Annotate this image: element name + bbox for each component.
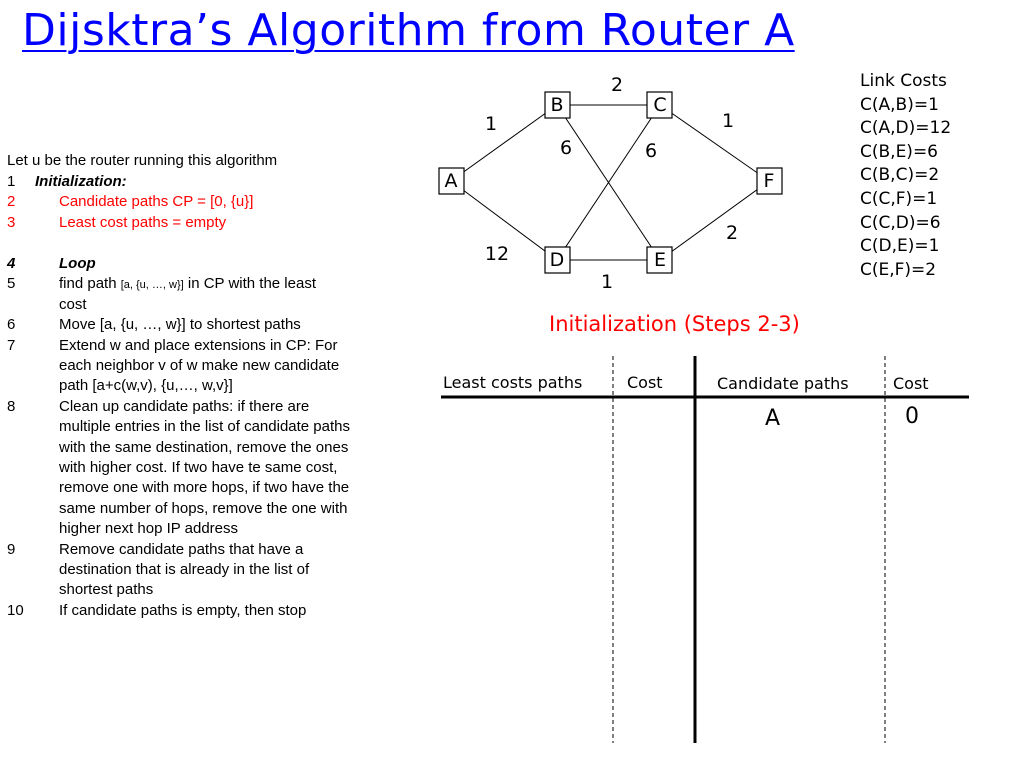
- link-cost-item: C(B,E)=6: [860, 141, 939, 162]
- edge-c-f: [660, 105, 769, 181]
- node-f: [757, 168, 782, 194]
- step-4-text: Loop: [59, 255, 96, 272]
- weight-e-f: 2: [725, 222, 739, 244]
- link-cost-item: C(A,B)=1: [860, 94, 939, 115]
- link-cost-item: C(C,D)=6: [860, 212, 941, 233]
- weight-d-e: 1: [600, 271, 614, 293]
- weight-a-b: 1: [484, 113, 498, 135]
- node-c: [647, 92, 672, 118]
- header-candidate-cost: Cost: [893, 374, 929, 393]
- algorithm-intro: Let u be the router running this algorithm: [7, 152, 278, 169]
- svg-text:C: C: [653, 94, 667, 116]
- header-candidate-paths: Candidate paths: [717, 374, 849, 393]
- step-2-text: Candidate paths CP = [0, {u}]: [59, 193, 254, 211]
- link-costs-list: [860, 70, 951, 282]
- section-title: Initialization (Steps 2-3): [549, 312, 800, 336]
- svg-text:B: B: [550, 94, 564, 116]
- weight-c-d: 6: [644, 140, 658, 162]
- link-cost-item: C(B,C)=2: [860, 165, 940, 186]
- algorithm-steps: 1 Initialization: 2 Candidate paths CP = [0, {u}] 3 Least cost paths = empty 4 Loop 5 find path [a, {u, …, w}] in CP with the least cost 6 Move [a, {u, …, w}] to shortest paths 7 Extend w and place extensions in CP: For each neighbor v of w make new candidate path [a+c(w,v), {u,…, w,v}] 8 Clean up candidate paths: if there are multiple entries in the list of candidate paths with the same destination, remove the ones with higher cost. If two have te same cost, remove one with more hops, if two have the same number of hops, remove the one with higher next hop IP address 9 Remove candidate paths that have a destination that is already in the list of shortest paths 10 If candidate paths is empty, then stop: [7, 173, 350, 619]
- slide-title: Dijsktra’s Algorithm from Router A: [22, 5, 795, 56]
- link-costs-heading: Link Costs: [860, 71, 947, 91]
- svg-text:E: E: [653, 249, 667, 271]
- link-cost-item: C(D,E)=1: [860, 236, 940, 257]
- weight-b-c: 2: [610, 74, 624, 96]
- node-a: [439, 168, 464, 194]
- weight-b-e: 6: [559, 137, 573, 159]
- svg-text:F: F: [763, 170, 775, 192]
- svg-text:D: D: [549, 249, 565, 271]
- link-cost-item: C(E,F)=2: [860, 259, 937, 280]
- candidate-cost-cell: 0: [905, 404, 919, 429]
- header-least-cost: Cost: [627, 373, 663, 392]
- svg-text:A: A: [444, 170, 458, 192]
- link-cost-item: C(A,D)=12: [860, 118, 952, 139]
- candidate-path-cell: A: [765, 406, 781, 431]
- step-5-text: find path [a, {u, …, w}] in CP with the least: [59, 275, 316, 293]
- step-3-text: Least cost paths = empty: [59, 213, 227, 231]
- step-1-text: Initialization:: [35, 173, 127, 190]
- weight-a-d: 12: [484, 243, 510, 265]
- edge-a-b: [451, 105, 557, 181]
- node-e: [647, 247, 672, 273]
- weight-c-f: 1: [721, 110, 735, 132]
- link-cost-item: C(C,F)=1: [860, 188, 938, 209]
- header-least-cost-paths: Least costs paths: [443, 373, 583, 392]
- table-lines: [441, 356, 969, 743]
- node-b: [545, 92, 570, 118]
- node-d: [545, 247, 570, 273]
- edge-e-f: [660, 181, 769, 260]
